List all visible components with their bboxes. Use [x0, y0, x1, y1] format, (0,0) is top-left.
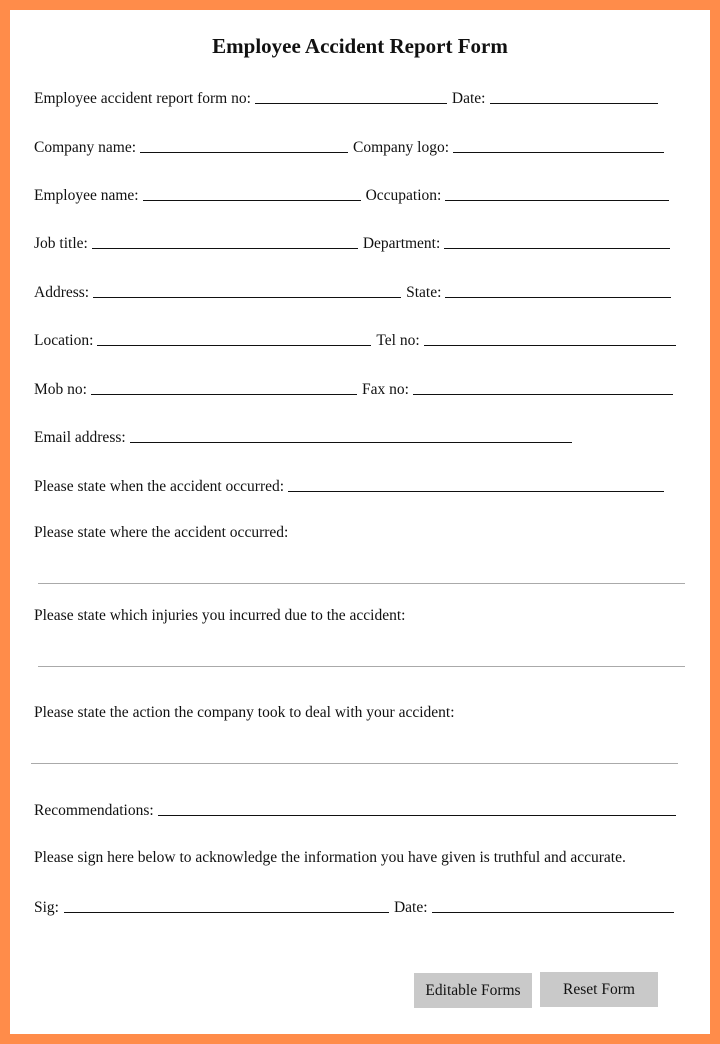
row-recommendations	[34, 798, 686, 820]
acknowledge-text: Please sign here below to acknowledge the information you have given is truthful and accurate.	[34, 849, 626, 866]
row-job	[34, 231, 686, 253]
report-no-field[interactable]	[255, 103, 447, 104]
editable-forms-button[interactable]: Editable Forms	[414, 973, 532, 1008]
row-report-no	[34, 86, 686, 108]
address-field[interactable]	[93, 297, 401, 298]
row-when	[34, 474, 686, 496]
injuries-label: Please state which injuries you incurred due to the accident:	[34, 607, 406, 624]
email-field[interactable]	[130, 442, 572, 443]
fax-no-label: Fax no:	[361, 381, 409, 398]
employee-name-label: Employee name:	[34, 187, 139, 204]
report-no-label: Employee accident report form no:	[34, 90, 251, 107]
sig-date-label: Date:	[393, 899, 428, 916]
occupation-label: Occupation:	[365, 187, 442, 204]
when-occurred-label: Please state when the accident occurred:	[34, 478, 285, 495]
when-occurred-field[interactable]	[288, 491, 664, 492]
form-title: Employee Accident Report Form	[212, 34, 508, 58]
job-title-field[interactable]	[92, 248, 358, 249]
occupation-field[interactable]	[445, 200, 669, 201]
state-label: State:	[406, 284, 442, 301]
row-company	[34, 135, 686, 157]
company-logo-label: Company logo:	[353, 139, 450, 156]
where-occurred-field[interactable]	[38, 583, 685, 584]
location-field[interactable]	[97, 345, 371, 346]
where-occurred-label: Please state where the accident occurred:	[34, 524, 289, 541]
tel-no-field[interactable]	[424, 345, 676, 346]
row-address	[34, 280, 686, 302]
sig-date-field[interactable]	[432, 912, 674, 913]
reset-form-button[interactable]: Reset Form	[540, 972, 658, 1007]
row-employee	[34, 183, 686, 205]
fax-no-field[interactable]	[413, 394, 673, 395]
department-field[interactable]	[444, 248, 670, 249]
injuries-field[interactable]	[38, 666, 685, 667]
company-name-field[interactable]	[140, 152, 348, 153]
mob-no-field[interactable]	[91, 394, 357, 395]
location-label: Location:	[34, 332, 94, 349]
company-name-label: Company name:	[34, 139, 137, 156]
row-email	[34, 425, 686, 447]
job-title-label: Job title:	[34, 235, 88, 252]
state-field[interactable]	[445, 297, 671, 298]
company-logo-field[interactable]	[453, 152, 664, 153]
company-action-label: Please state the action the company took to deal with your accident:	[34, 704, 455, 721]
mob-no-label: Mob no:	[34, 381, 87, 398]
signature-label: Sig:	[34, 899, 59, 916]
company-action-field[interactable]	[31, 763, 678, 764]
row-mob	[34, 377, 686, 399]
address-label: Address:	[34, 284, 90, 301]
date-field[interactable]	[490, 103, 658, 104]
employee-name-field[interactable]	[143, 200, 361, 201]
tel-no-label: Tel no:	[376, 332, 420, 349]
row-signature	[34, 895, 686, 917]
date-label: Date:	[451, 90, 486, 107]
department-label: Department:	[362, 235, 441, 252]
email-label: Email address:	[34, 429, 126, 446]
recommendations-field[interactable]	[158, 815, 676, 816]
signature-field[interactable]	[64, 912, 389, 913]
form-page	[10, 10, 710, 1034]
row-location	[34, 328, 686, 350]
recommendations-label: Recommendations:	[34, 802, 154, 819]
